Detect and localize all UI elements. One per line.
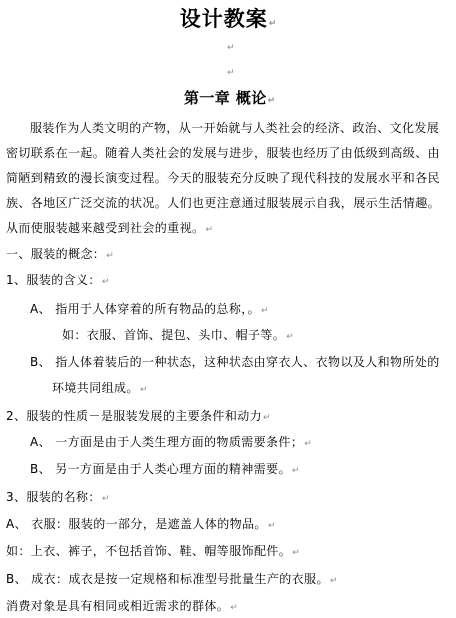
intro-line: 简陋到精致的漫长演变过程。今天的服装充分反映了现代科技的发展水平和各民 [6, 171, 441, 185]
section-heading: 一、服装的概念：↵ [6, 247, 114, 261]
paragraph-mark-icon: ↵ [263, 413, 271, 423]
intro-line: 密切联系在一起。随着人类社会的发展与进步，服装也经历了由低级到高级、由 [6, 146, 441, 160]
list-item-continuation: 环境共同组成。↵ [52, 381, 148, 395]
paragraph-mark-icon: ↵ [268, 19, 277, 29]
empty-paragraph [226, 38, 235, 56]
example-line: 如：衣服、首饰、提包、头巾、帽子等。↵ [62, 328, 294, 342]
subsection-heading: 2、服装的性质－是服装发展的主要条件和动力↵ [6, 409, 271, 423]
example-line: 消费对象是具有相同或相近需求的群体。↵ [6, 599, 238, 613]
list-item: A、 一方面是由于人类生理方面的物质需要条件；↵ [30, 435, 312, 449]
paragraph-mark-icon: ↵ [101, 494, 110, 504]
subsection-heading: 3、服装的名称：↵ [6, 490, 110, 504]
paragraph-mark-icon: ↵ [291, 466, 300, 476]
list-item: B、 成衣：成衣是按一定规格和标准型号批量生产的衣服。↵ [6, 572, 338, 586]
list-item: B、 另一方面是由于人类心理方面的精神需要。↵ [30, 462, 300, 476]
list-item: B、 指人体着装后的一种状态，这种状态由穿衣人、衣物以及人和物所处的 [30, 355, 440, 369]
paragraph-mark-icon: ↵ [267, 96, 276, 106]
paragraph-mark-icon: ↵ [205, 225, 213, 235]
paragraph-mark-icon: ↵ [106, 251, 114, 261]
paragraph-mark-icon: ↵ [101, 277, 110, 287]
intro-line: 服装作为人类文明的产物，从一开始就与人类社会的经济、政治、文化发展 [30, 121, 440, 135]
list-item: A、 指用于人体穿着的所有物品的总称，。↵ [30, 302, 269, 316]
intro-line: 族、各地区广泛交流的状况。人们也更注意通过服装展示自我，展示生活情趣。 [6, 196, 441, 210]
example-line: 如：上衣、裤子，不包括首饰、鞋、帽等服饰配件。↵ [6, 544, 300, 558]
paragraph-mark-icon: ↵ [139, 385, 148, 395]
document-title: 设计教案↵ [179, 7, 277, 31]
paragraph-mark-icon: ↵ [227, 43, 235, 53]
chapter-heading: 第一章 概论↵ [184, 89, 276, 107]
paragraph-mark-icon: ↵ [267, 521, 276, 531]
paragraph-mark-icon: ↵ [292, 548, 300, 558]
empty-paragraph [226, 63, 235, 81]
paragraph-mark-icon: ↵ [261, 306, 269, 316]
intro-line: 从而使服装越来越受到社会的重视。↵ [6, 221, 213, 235]
paragraph-mark-icon: ↵ [304, 439, 312, 449]
paragraph-mark-icon: ↵ [230, 603, 238, 613]
subsection-heading: 1、服装的含义：↵ [6, 273, 110, 287]
paragraph-mark-icon: ↵ [329, 576, 338, 586]
list-item: A、 衣服：服装的一部分，是遮盖人体的物品。↵ [6, 517, 276, 531]
paragraph-mark-icon: ↵ [227, 68, 235, 78]
paragraph-mark-icon: ↵ [286, 332, 294, 342]
